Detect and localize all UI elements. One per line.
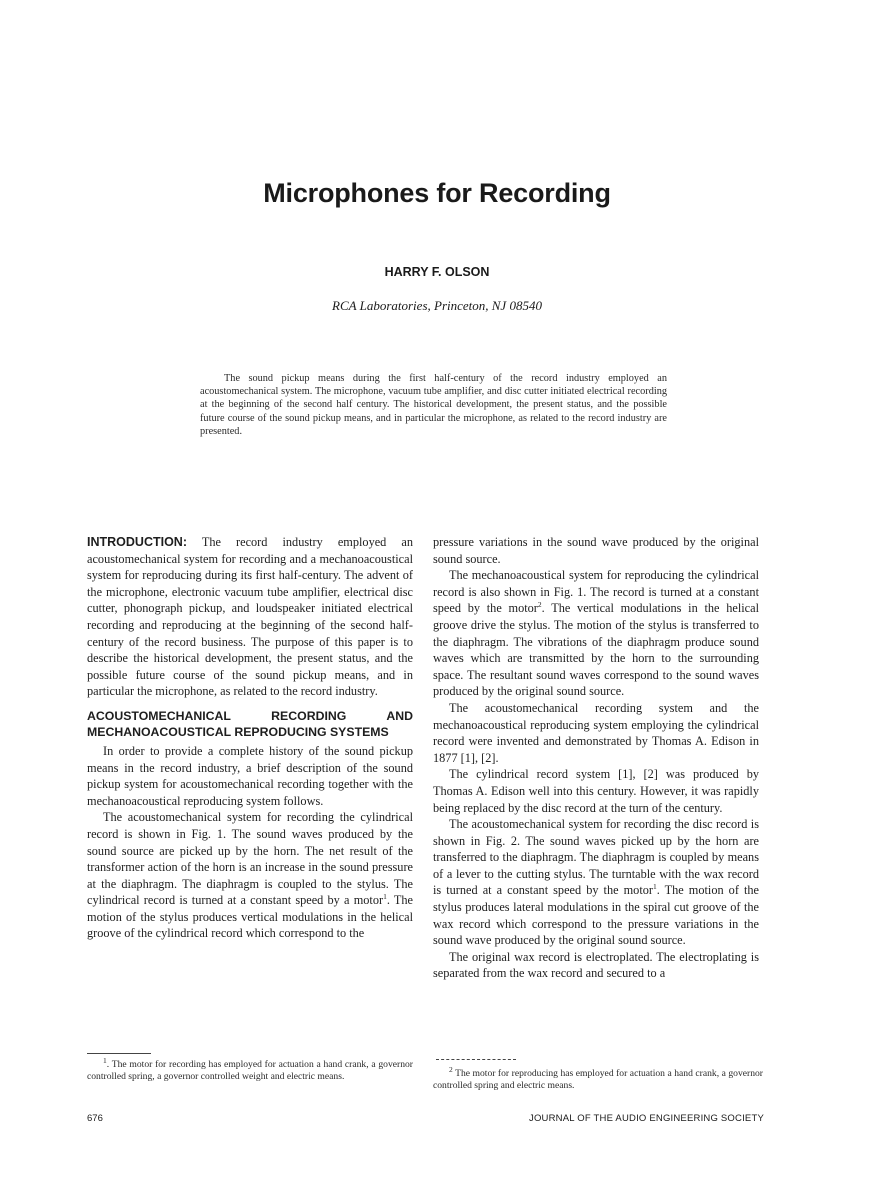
footnote-mark: 1 [103, 1055, 107, 1065]
body-text: . The motion of the stylus produces lateral modulations in the spiral cut groove of the wax record which correspond to the pressure variations in the sound wave produced by the original sound source. [433, 883, 759, 948]
body-text: . The vertical modulations in the helical groove drive the stylus. The motion of the stylus is transferred to the diaphragm. The vibrations of the diaphragm produce sound waves which are transmitted by the horn to the surrounding space. The resultant sound waves correspond to the sound waves produced by the original sound source. [433, 601, 759, 699]
journal-name: JOURNAL OF THE AUDIO ENGINEERING SOCIETY [529, 1113, 764, 1124]
introduction-paragraph [87, 534, 413, 700]
body-text: The mechanoacoustical system for reproducing the cylindrical record is also shown in Fig. 1. The record is turned at a constant speed by the motor [433, 568, 759, 616]
footnote-text: The motor for recording has employed for actuation a hand crank, a governor controlled spring, a governor controlled weight and electric means. [87, 1059, 414, 1082]
body-paragraph: pressure variations in the sound wave produced by the original sound source. [433, 535, 759, 566]
left-column [87, 534, 413, 942]
page-number: 676 [87, 1113, 103, 1124]
footnote-marker: 1 [652, 882, 657, 892]
body-paragraph: The acoustomechanical recording system and the mechanoacoustical reproducing system employing the cylindrical record were invented and demonstrated by Thomas A. Edison in 1877 [1], [2]. [433, 700, 759, 765]
footnote-marker: 2 [537, 600, 542, 610]
footnote-mark: 2 [449, 1064, 453, 1074]
author-affiliation: RCA Laboratories, Princeton, NJ 08540 [332, 298, 542, 313]
body-paragraph: The cylindrical record system [1], [2] was produced by Thomas A. Edison well into this century. However, it was rapidly being replaced by the disc record at the turn of the century. [433, 767, 759, 815]
body-text: The acoustomechanical system for recording the cylindrical record is shown in Fig. 1. The sound waves produced by the sound source are picked up by the horn. The net result of the transformer action of the horn is an increase in the sound pressure at the diaphragm. The diaphragm is coupled to the stylus. The cylindrical record is turned at a constant speed by a motor [87, 810, 413, 908]
paper-title: Microphones for Recording [263, 178, 611, 208]
footnote-2 [433, 1064, 763, 1091]
right-column [433, 534, 759, 982]
footnote-rule [436, 1059, 516, 1060]
body-paragraph [433, 567, 759, 700]
body-paragraph: The original wax record is electroplated. The electroplating is separated from the wax record and secured to a [433, 949, 759, 981]
introduction-text: The record industry employed an acoustomechanical system for recording and a mechanoacoustical system for reproducing during its first half-century. The advent of the microphone, electronic vacuum tube amplifier, electrical disc cutter, phonograph pickup, and loudspeaker initiated electrical recording and reproducing at the beginning of the second half-century of the record business. The purpose of this paper is to describe the historical development, the present status, and the possible future course of the sound pickup means, and in particular the microphone, as related to the record industry. [87, 535, 413, 699]
body-paragraph [433, 816, 759, 949]
body-paragraph [87, 809, 413, 942]
abstract: The sound pickup means during the first half-century of the record industry employed an acoustomechanical system. The microphone, vacuum tube amplifier, and disc cutter initiated electrical recording at the beginning of the second half century. The historical development, the present status, and the possible future course of the sound pickup means, and in particular the microphone, as related to the record industry are presented. [200, 373, 667, 437]
footnote-rule [87, 1053, 151, 1054]
body-paragraph: In order to provide a complete history of the sound pickup means in the record industry, a brief description of the sound pickup system for acoustomechanical recording together with the mechanoacoustical reproducing system follows. [87, 743, 413, 808]
introduction-heading: INTRODUCTION: [87, 535, 187, 549]
footnote-marker: 1 [383, 892, 387, 902]
author-name: HARRY F. OLSON [384, 265, 490, 279]
body-text: The acoustomechanical system for recording the disc record is shown in Fig. 2. The sound waves picked up by the horn are transferred to the diaphragm. The diaphragm is coupled by means of a lever to the cutting stylus. The turntable with the wax record is turned at a constant speed by the motor [433, 817, 759, 898]
body-text: . The motion of the stylus produces vertical modulations in the helical groove of the cylindrical record which correspond to the [87, 893, 414, 941]
footnote-text: The motor for reproducing has employed for actuation a hand crank, a governor controlled spring and electric means. [433, 1068, 763, 1091]
footnote-1: $^1$. The motor for recording has employed for actuation a hand crank, a governor controlled spring, a governor controlled weight and electric means. [87, 1055, 414, 1082]
section-heading: ACOUSTOMECHANICAL RECORDING AND MECHANOACOUSTICAL REPRODUCING SYSTEMS [87, 708, 413, 739]
